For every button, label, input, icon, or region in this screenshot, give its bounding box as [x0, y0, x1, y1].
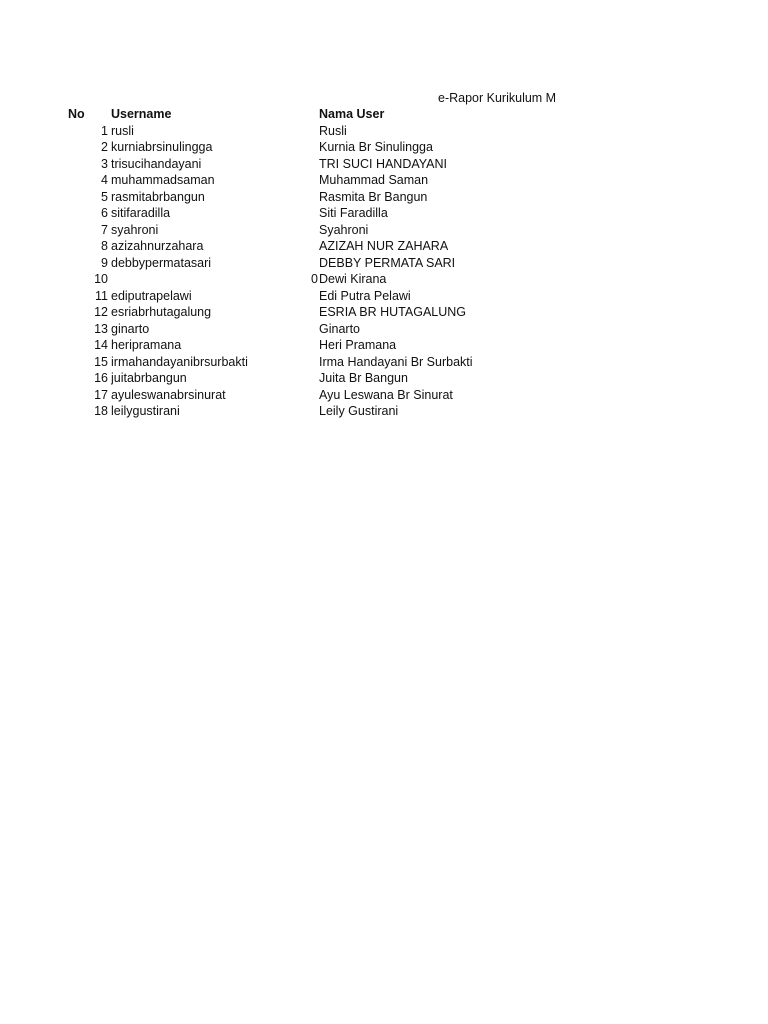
username-cell: rasmitabrbangun [111, 189, 205, 204]
table-row [0, 370, 768, 387]
nama-user-cell: Kurnia Br Sinulingga [319, 140, 433, 154]
row-number: 16 [94, 371, 108, 385]
table-row [0, 337, 768, 354]
username-cell: trisucihandayani [111, 156, 202, 171]
row-number: 9 [101, 255, 108, 270]
row-number: 1 [101, 123, 108, 138]
username-cell: ginarto [111, 321, 150, 336]
table-row [0, 288, 768, 305]
row-number: 11 [95, 288, 108, 303]
nama-user-cell: Ginarto [319, 321, 360, 336]
nama-user-cell: ESRIA BR HUTAGALUNG [319, 305, 467, 319]
row-number: 14 [94, 338, 108, 352]
row-number: 5 [101, 189, 108, 204]
row-number: 8 [101, 239, 108, 253]
table-row [0, 238, 768, 255]
username-cell: irmahandayanibrsurbakti [111, 354, 248, 369]
row-number: 3 [101, 156, 108, 171]
username-cell: rusli [111, 123, 134, 138]
nama-user-cell: Ayu Leswana Br Sinurat [319, 387, 453, 402]
nama-user-cell: Edi Putra Pelawi [319, 288, 411, 303]
row-number: 17 [94, 387, 108, 402]
table-row [0, 123, 768, 140]
username-cell: sitifaradilla [111, 206, 171, 220]
username-cell: leilygustirani [111, 404, 180, 418]
username-cell: syahroni [111, 222, 159, 237]
table-row [0, 222, 768, 239]
nama-user-cell: AZIZAH NUR ZAHARA [319, 239, 449, 253]
row-number: 6 [101, 206, 108, 220]
column-header-nama-user: Nama User [319, 107, 385, 121]
username-cell: muhammadsaman [111, 173, 215, 187]
row-number: 13 [94, 321, 108, 336]
username-cell: azizahnurzahara [111, 239, 204, 253]
username-cell: juitabrbangun [111, 371, 187, 385]
row-number: 7 [101, 222, 108, 237]
document-title: e-Rapor Kurikulum M [438, 91, 556, 105]
nama-user-cell: Muhammad Saman [319, 173, 429, 187]
username-cell: heripramana [111, 338, 182, 352]
nama-user-cell: Dewi Kirana [319, 272, 387, 286]
table-header [0, 106, 768, 123]
column-header-no: No [68, 107, 85, 121]
user-table [0, 123, 768, 420]
row-number: 15 [94, 354, 108, 369]
table-row [0, 255, 768, 272]
nama-user-cell: Heri Pramana [319, 338, 397, 352]
username-cell: kurniabrsinulingga [111, 140, 213, 154]
table-row [0, 172, 768, 189]
row-number: 4 [101, 173, 108, 187]
table-row [0, 189, 768, 206]
table-row [0, 321, 768, 338]
nama-user-cell: Irma Handayani Br Surbakti [319, 354, 473, 369]
table-row [0, 205, 768, 222]
row-number: 18 [94, 404, 108, 418]
nama-user-cell: Siti Faradilla [319, 206, 388, 220]
row-number: 12 [94, 305, 108, 319]
table-row [0, 156, 768, 173]
table-row [0, 403, 768, 420]
username-cell: debbypermatasari [111, 255, 212, 270]
row-number: 10 [94, 272, 108, 286]
nama-user-cell: TRI SUCI HANDAYANI [319, 156, 448, 171]
table-row [0, 139, 768, 156]
extra-cell: 0 [311, 272, 318, 286]
table-row [0, 304, 768, 321]
nama-user-cell: Rasmita Br Bangun [319, 189, 428, 204]
table-row [0, 271, 768, 288]
column-header-username: Username [111, 107, 172, 121]
table-row [0, 354, 768, 371]
nama-user-cell: Juita Br Bangun [319, 371, 408, 385]
username-cell: ayuleswanabrsinurat [111, 387, 226, 402]
nama-user-cell: Leily Gustirani [319, 404, 399, 418]
username-cell: ediputrapelawi [111, 288, 192, 303]
username-cell: esriabrhutagalung [111, 305, 212, 319]
row-number: 2 [101, 140, 108, 154]
nama-user-cell: DEBBY PERMATA SARI [319, 255, 456, 270]
table-row [0, 387, 768, 404]
nama-user-cell: Rusli [319, 123, 347, 138]
nama-user-cell: Syahroni [319, 222, 369, 237]
